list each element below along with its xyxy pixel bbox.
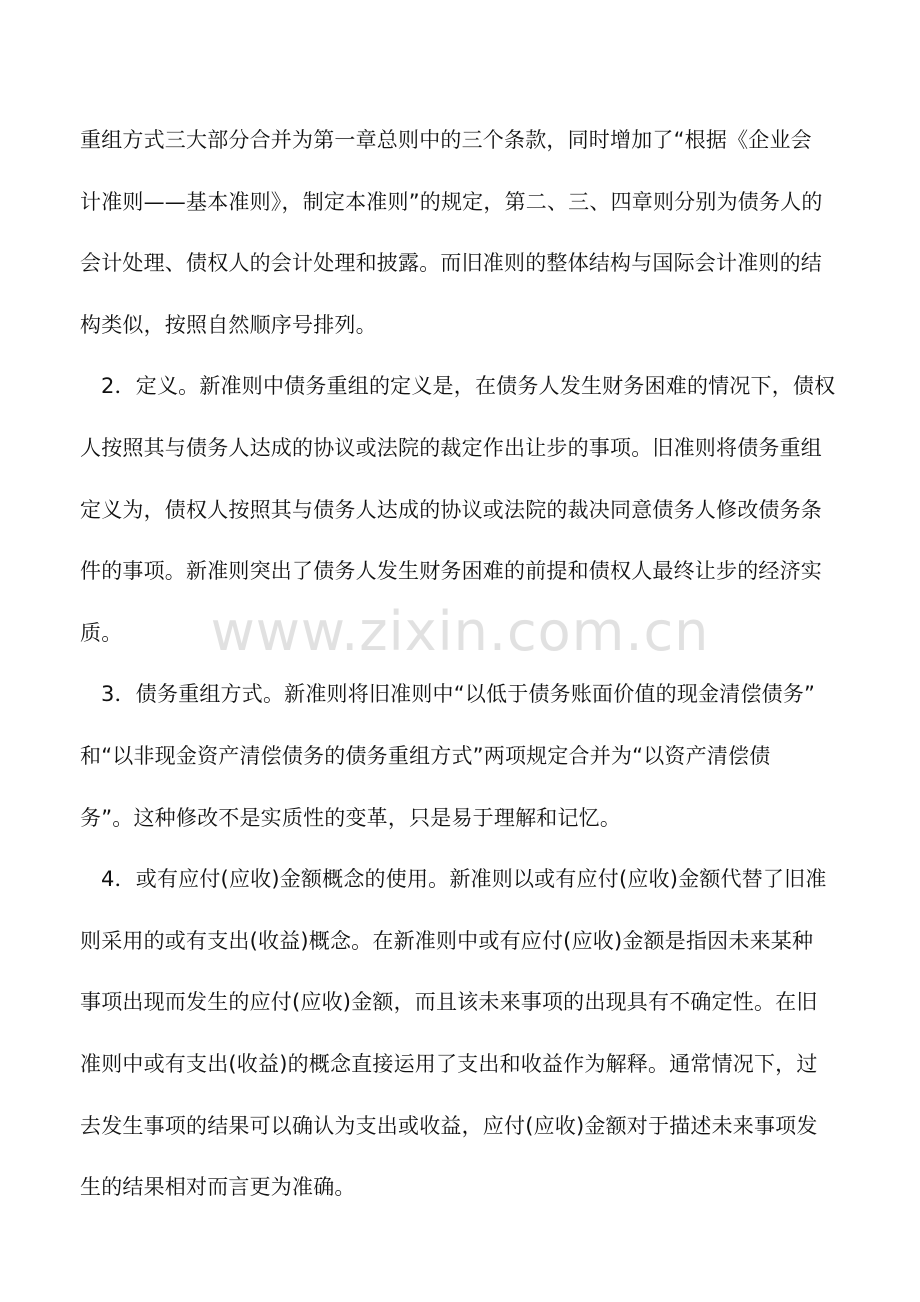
paragraph-3-start: 3．债务重组方式。新准则将旧准则中“以低于债务账面价值的现金清偿债务” bbox=[101, 682, 816, 707]
text-line: 则采用的或有支出(收益)概念。在新准则中或有应付(应收)金额是指因未来某种 bbox=[80, 928, 814, 953]
text-line: 会计处理、债权人的会计处理和披露。而旧准则的整体结构与国际会计准则的结 bbox=[80, 251, 822, 276]
watermark: www.zixin.com.cn bbox=[210, 600, 710, 663]
text-line: 人按照其与债务人达成的协议或法院的裁定作出让步的事项。旧准则将债务重组 bbox=[80, 435, 822, 460]
text-line: 准则中或有支出(收益)的概念直接运用了支出和收益作为解释。通常情况下，过 bbox=[80, 1051, 818, 1076]
text-line: 件的事项。新准则突出了债务人发生财务困难的前提和债权人最终让步的经济实 bbox=[80, 559, 822, 584]
text-line: 构类似，按照自然顺序号排列。 bbox=[80, 312, 377, 337]
text-line: 定义为，债权人按照其与债务人达成的协议或法院的裁决同意债务人修改债务条 bbox=[80, 497, 822, 522]
text-line: 去发生事项的结果可以确认为支出或收益，应付(应收)金额对于描述未来事项发 bbox=[80, 1113, 818, 1138]
paragraph-2-start: 2．定义。新准则中债务重组的定义是，在债务人发生财务困难的情况下，债权 bbox=[101, 374, 836, 399]
text-line: 生的结果相对而言更为准确。 bbox=[80, 1175, 356, 1200]
body-text bbox=[80, 120, 842, 1229]
text-line: 务”。这种修改不是实质性的变革，只是易于理解和记忆。 bbox=[80, 805, 622, 830]
text-line: 和“以非现金资产清偿债务的债务重组方式”两项规定合并为“以资产清偿债 bbox=[80, 743, 771, 768]
text-line: 质。 bbox=[80, 620, 123, 645]
paragraph-4-start: 4．或有应付(应收)金额概念的使用。新准则以或有应付(应收)金额代替了旧准 bbox=[101, 867, 827, 892]
text-line: 重组方式三大部分合并为第一章总则中的三个条款，同时增加了“根据《企业会 bbox=[80, 128, 812, 152]
text-line: 计准则——基本准则》，制定本准则”的规定，第二、三、四章则分别为债务人的 bbox=[80, 189, 823, 214]
text-line: 事项出现而发生的应付(应收)金额，而且该未来事项的出现具有不确定性。在旧 bbox=[80, 990, 818, 1015]
